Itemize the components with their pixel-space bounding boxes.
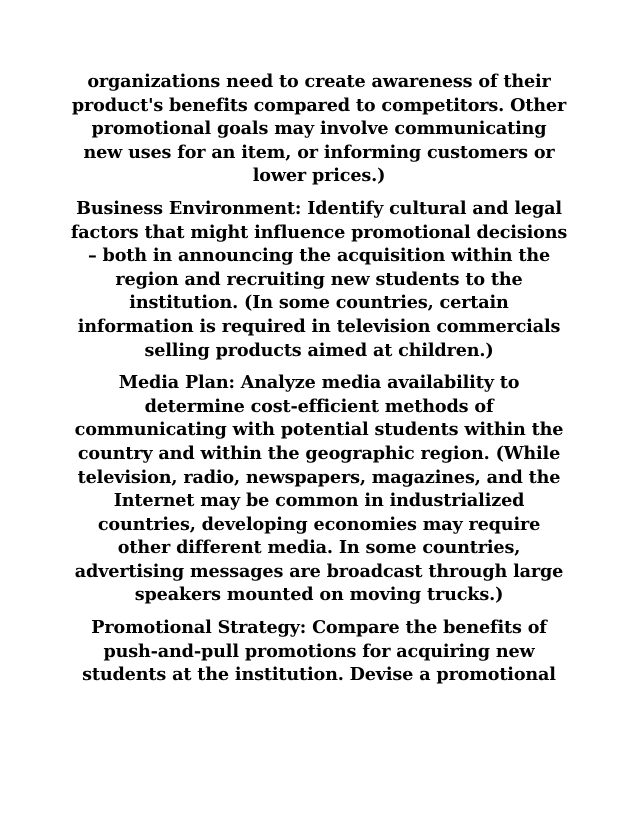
text-line: promotional goals may involve communicating	[91, 118, 547, 140]
paragraph-promotional-goals	[62, 70, 576, 188]
paragraph-business-environment	[62, 197, 576, 362]
text-line: other different media. In some countries,	[117, 537, 521, 559]
text-line: organizations need to create awareness of their	[87, 71, 551, 92]
text-line: Media Plan: Analyze media availability to	[118, 372, 520, 394]
text-line: countries, developing economies may require	[97, 513, 541, 535]
text-line: new uses for an item, or informing customers or	[83, 141, 555, 163]
text-line: communicating with potential students within the	[74, 419, 564, 441]
text-line: advertising messages are broadcast through large	[74, 560, 564, 582]
text-line: Business Environment: Identify cultural and legal	[76, 197, 562, 219]
text-line: Internet may be common in industrialized	[113, 490, 525, 512]
text-line: speakers mounted on moving trucks.)	[134, 584, 504, 606]
text-line: institution. (In some countries, certain	[129, 292, 509, 314]
paragraph-media-plan	[62, 371, 576, 607]
text-line: information is required in television commercials	[77, 315, 561, 337]
text-line: factors that might influence promotional decisions	[70, 221, 568, 243]
text-line: determine cost-efficient methods of	[144, 395, 494, 417]
text-line: product's benefits compared to competitors. Other	[71, 94, 567, 116]
text-line: television, radio, newspapers, magazines, and the	[77, 466, 561, 488]
paragraph-promotional-strategy	[62, 616, 576, 687]
text-line: selling products aimed at children.)	[144, 339, 494, 361]
text-line: Promotional Strategy: Compare the benefits of	[91, 617, 547, 639]
document-page	[62, 70, 576, 696]
text-line: lower prices.)	[252, 165, 386, 187]
text-line: push-and-pull promotions for acquiring new	[103, 640, 535, 662]
text-line: region and recruiting new students to the	[115, 268, 523, 290]
text-line: students at the institution. Devise a promotional	[82, 664, 556, 686]
text-line: – both in announcing the acquisition within the	[87, 245, 551, 267]
text-line: country and within the geographic region. (While	[77, 442, 561, 464]
